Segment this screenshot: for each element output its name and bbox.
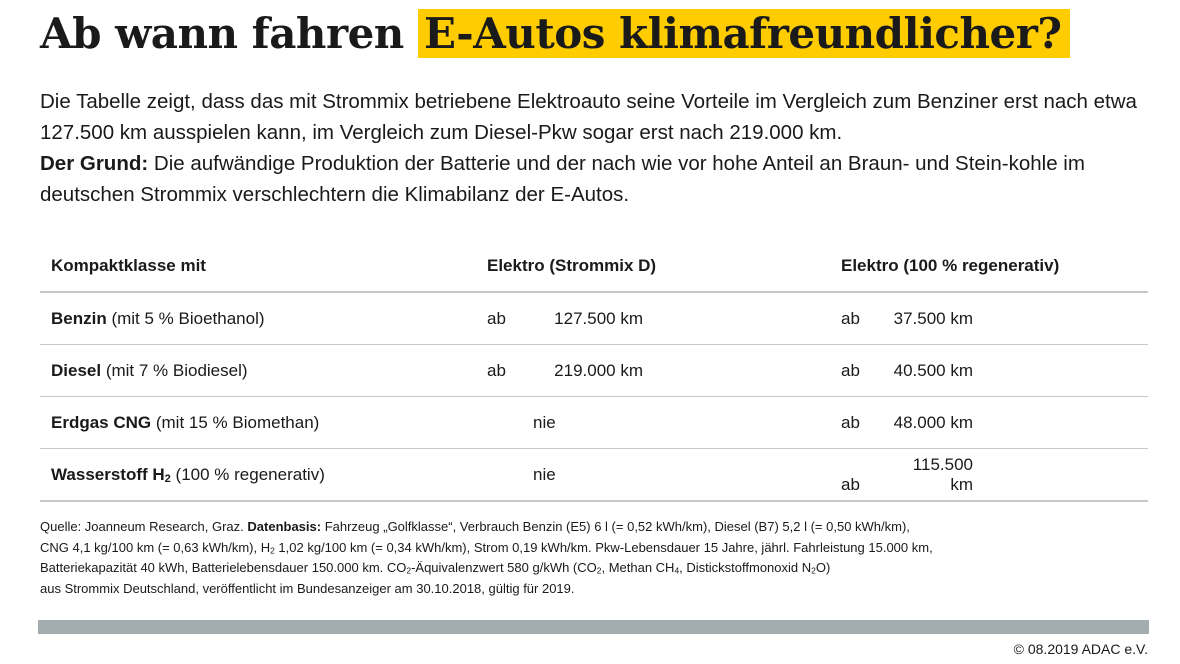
source-note [40,517,1150,599]
fuel-name: Erdgas CNG [51,412,152,432]
table-row [40,292,1148,345]
strommix-value: nie [533,412,556,432]
comparison-table [40,241,1148,502]
table-row [40,397,1148,449]
copyright-notice: © 08.2019 ADAC e.V. [1013,641,1148,657]
fuel-name: Diesel [51,360,102,380]
fuel-detail: (mit 5 % Bioethanol) [106,308,265,328]
reason-text: Die aufwändige Produktion der Batterie und der nach wie vor hohe Anteil an Braun- und Stein-kohle im deutschen Strommix verschlechtern die Klimabilanz der E-Autos. [40,152,1085,206]
subscript: 2 [596,565,602,576]
source-text: O) [815,560,831,575]
regenerativ-value: 48.000 km [893,412,973,432]
source-text: Batteriekapazität 40 kWh, Batterielebensdauer 150.000 km. CO [40,560,407,575]
strommix-cell [476,292,830,345]
regenerativ-value: 37.500 km [893,308,973,328]
prefix-ab: ab [841,360,860,380]
source-text: , Methan CH [601,560,675,575]
source-text: , Distickstoffmonoxid N [679,560,812,575]
source-line [40,538,1150,559]
source-line: aus Strommix Deutschland, veröffentlicht im Bundesanzeiger am 30.10.2018, gültig für 2019. [40,580,575,596]
prefix-ab: ab [841,308,860,328]
source-text: 1,02 kg/100 km (= 0,34 kWh/km), Strom 0,19 kWh/km. Pkw-Lebensdauer 15 Jahre, jährl. Fahrleistung 15.000 km, [274,539,933,555]
footer-bar [38,620,1149,634]
table-row [40,449,1148,502]
title-highlight: E-Autos klimafreundlicher? [418,9,1070,58]
fuel-name [51,465,171,484]
table-row [40,345,1148,397]
source-line [40,558,1150,579]
strommix-value: nie [533,464,556,484]
fuel-detail: (mit 7 % Biodiesel) [101,360,248,380]
regenerativ-cell [830,449,1148,502]
source-label: Datenbasis: [247,519,322,534]
source-text: -Äquivalenzwert 580 g/kWh (CO [411,560,597,575]
vehicle-cell [40,449,476,502]
subscript: 2 [270,545,275,556]
strommix-cell [476,397,830,449]
header-regenerativ: Elektro (100 % regenerativ) [830,241,1148,292]
table-header-row [40,241,1148,292]
header-strommix: Elektro (Strommix D) [476,241,830,292]
prefix-ab: ab [841,474,860,494]
page-title [40,8,1070,60]
strommix-cell [476,345,830,397]
strommix-cell [476,449,830,502]
source-text: CNG 4,1 kg/100 km (= 0,63 kWh/km), H [40,539,271,555]
fuel-detail: (mit 15 % Biomethan) [151,412,320,432]
regenerativ-cell [830,292,1148,345]
title-plain: Ab wann fahren [40,9,418,58]
subscript: 2 [406,565,412,576]
source-line [40,517,1150,538]
regenerativ-value: 115.500 km [912,454,973,494]
vehicle-cell [40,397,476,449]
source-text: Fahrzeug „Golfklasse“, Verbrauch Benzin (E5) 6 l (= 0,52 kWh/km), Diesel (B7) 5,2 l (= 0,50 kWh/km), [321,519,910,534]
strommix-value: 127.500 km [554,308,643,328]
reason-label: Der Grund: [40,152,149,175]
prefix-ab: ab [487,360,506,380]
subscript: 2 [811,565,816,576]
intro-text [40,86,1150,210]
header-vehicle: Kompaktklasse mit [40,241,476,292]
source-text: Quelle: Joanneum Research, Graz. [40,519,248,534]
regenerativ-value: 40.500 km [893,360,973,380]
vehicle-cell [40,292,476,345]
vehicle-cell [40,345,476,397]
regenerativ-cell [830,345,1148,397]
subscript: 4 [674,565,680,576]
fuel-name-text: Wasserstoff H [51,464,165,484]
prefix-ab: ab [841,412,860,432]
fuel-subscript: 2 [164,472,171,485]
fuel-name: Benzin [51,308,107,328]
prefix-ab: ab [487,308,506,328]
fuel-detail: (100 % regenerativ) [170,464,325,484]
regenerativ-cell [830,397,1148,449]
intro-reason [40,148,1150,210]
intro-paragraph: Die Tabelle zeigt, dass das mit Strommix betriebene Elektroauto seine Vorteile im Vergleich zum Benziner erst nach etwa 127.500 km ausspielen kann, im Vergleich zum Diesel-Pkw sogar erst nach 219.000 km. [40,90,1137,144]
strommix-value: 219.000 km [554,360,643,380]
